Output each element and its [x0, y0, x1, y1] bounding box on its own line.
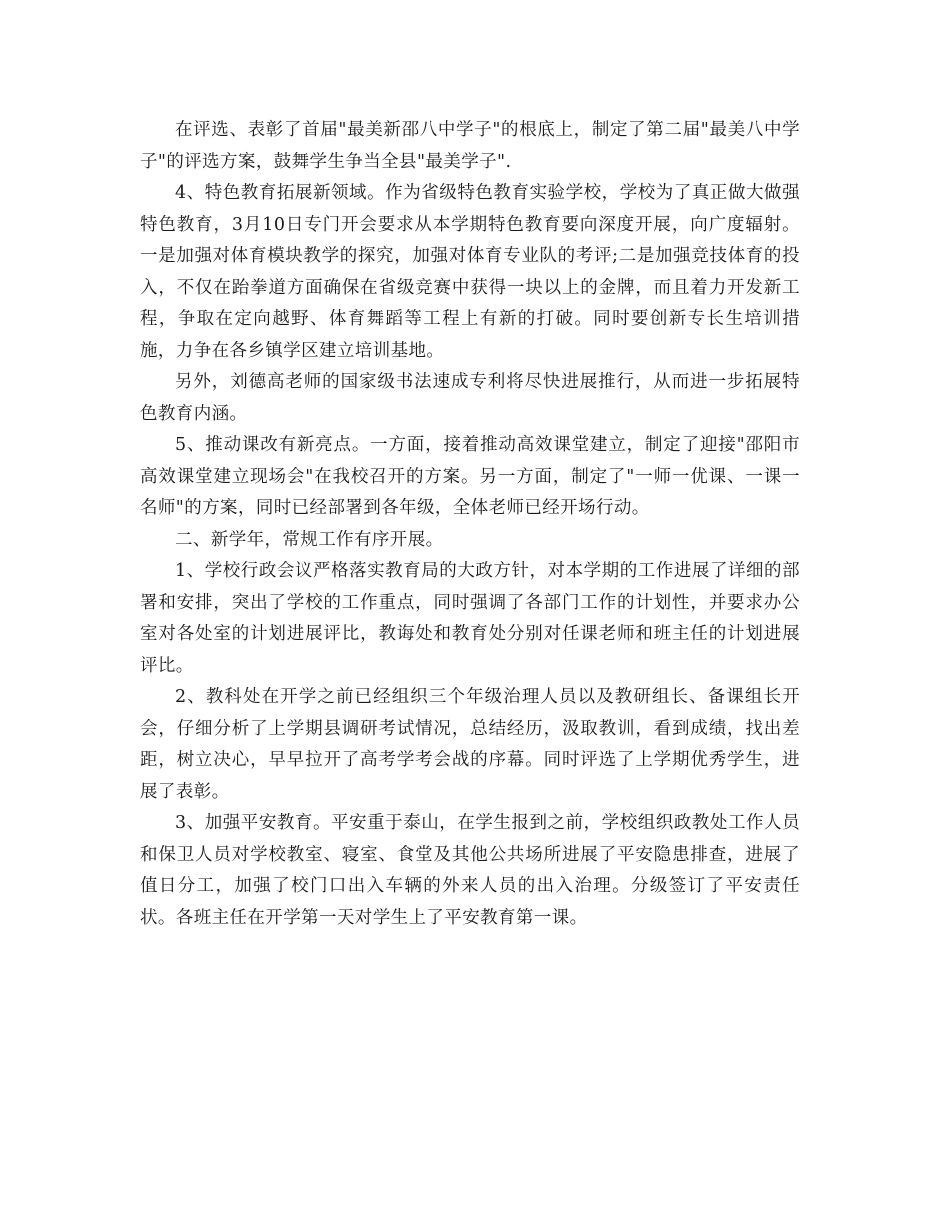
paragraph-selection-intro: 在评选、表彰了首届"最美新邵八中学子"的根底上，制定了第二届"最美八中学子"的评选方案，鼓舞学生争当全县"最美学子".	[140, 120, 800, 172]
paragraph-calligraphy: 另外，刘德高老师的国家级书法速成专利将尽快进展推行，从而进一步拓展特色教育内涵。	[140, 372, 800, 424]
paragraph-safety-education: 3、加强平安教育。平安重于泰山，在学生报到之前，学校组织政教处工作人员和保卫人员对学校教室、寝室、食堂及其他公共场所进展了平安隐患排查，进展了值日分工，加强了校门口出入车辆的外来人员的出入治理。分级签订了平安责任状。各班主任在开学第一天对学生上了平安教育第一课。	[140, 813, 800, 928]
section-heading-routine-work: 二、新学年，常规工作有序开展。	[175, 529, 444, 550]
paragraph-special-education: 4、特色教育拓展新领域。作为省级特色教育实验学校，学校为了真正做大做强特色教育，3月10日专门开会要求从本学期特色教育要向深度开展，向广度辐射。一是加强对体育模块教学的探究，加强对体育专业队的考评;二是加强竞技体育的投入，不仅在跆拳道方面确保在省级竞赛中获得一块以上的金牌，而且着力开发新工程，争取在定向越野、体育舞蹈等工程上有新的打破。同时要创新专长生培训措施，力争在各乡镇学区建立培训基地。	[140, 183, 800, 361]
paragraph-admin-meeting: 1、学校行政会议严格落实教育局的大政方针，对本学期的工作进展了详细的部署和安排，突出了学校的工作重点，同时强调了各部门工作的计划性，并要求办公室对各处室的计划进展评比，教诲处和教育处分别对任课老师和班主任的计划进展评比。	[140, 561, 800, 676]
document-body	[140, 115, 800, 934]
paragraph-teaching-office: 2、教科处在开学之前已经组织三个年级治理人员以及教研组长、备课组长开会，仔细分析了上学期县调研考试情况，总结经历，汲取教训，看到成绩，找出差距，树立决心，早早拉开了高考学考会战的序幕。同时评选了上学期优秀学生，进展了表彰。	[140, 687, 800, 802]
paragraph-curriculum-reform: 5、推动课改有新亮点。一方面，接着推动高效课堂建立，制定了迎接"邵阳市高效课堂建立现场会"在我校召开的方案。另一方面，制定了"一师一优课、一课一名师"的方案，同时已经部署到各年级，全体老师已经开场行动。	[140, 435, 800, 518]
